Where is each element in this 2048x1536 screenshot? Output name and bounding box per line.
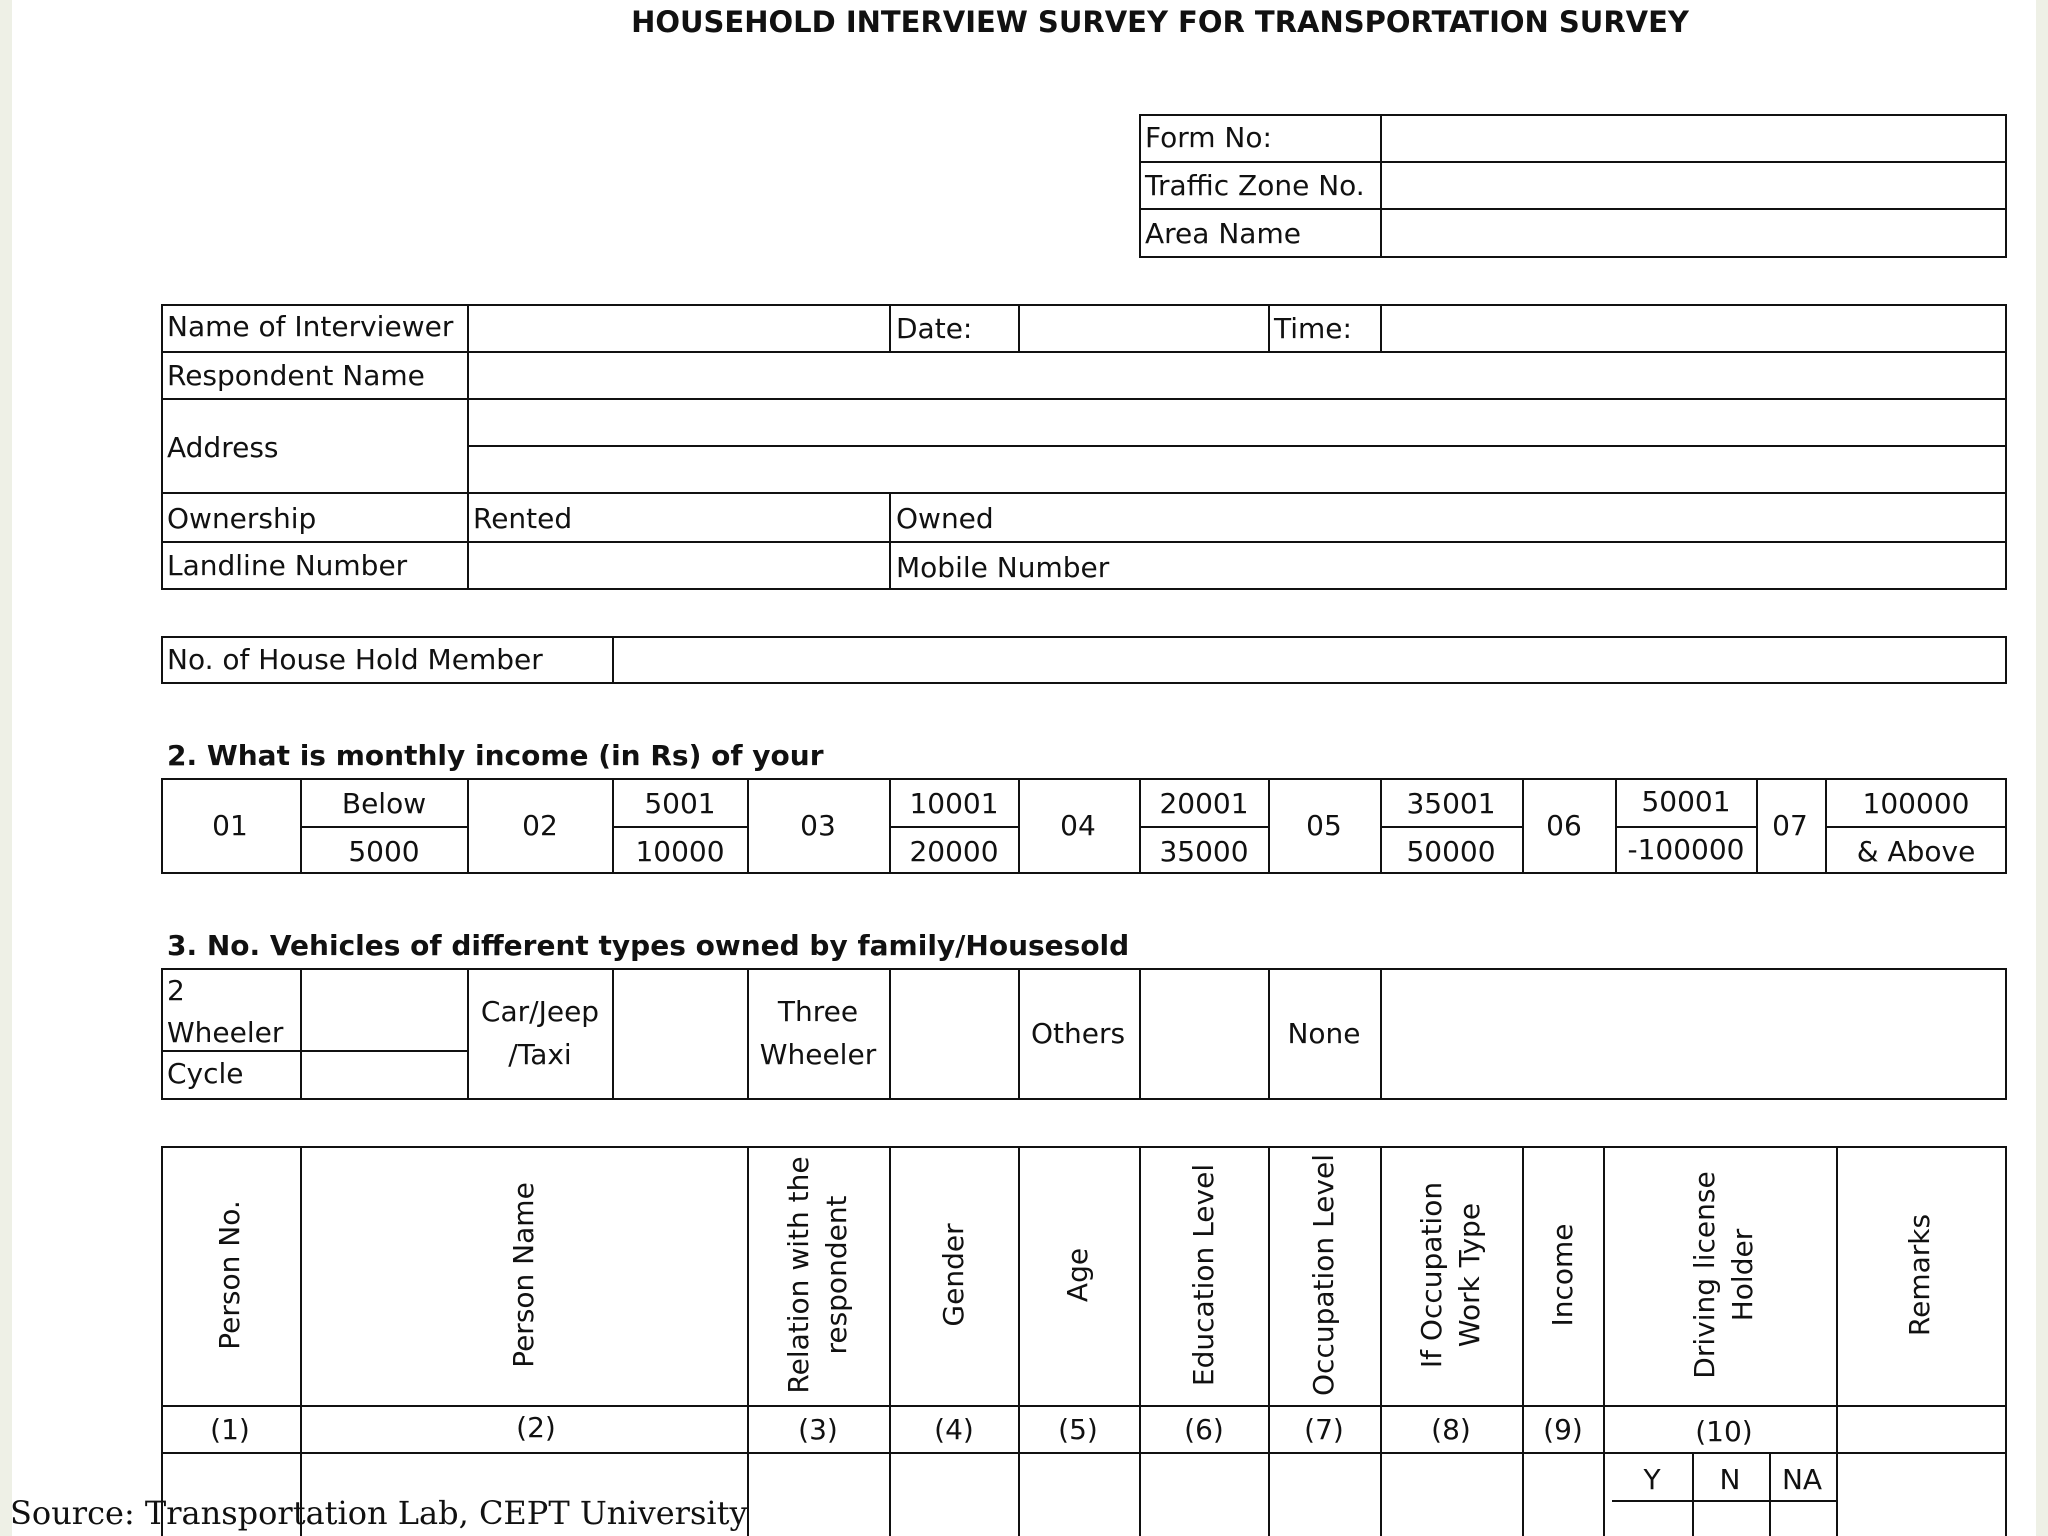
landline-label: Landline Number [167,549,408,582]
column-number: (10) [1695,1415,1753,1448]
income-code-07: 07 [1772,809,1808,842]
income-range-top: 100000 [1862,787,1970,820]
column-number: (3) [798,1413,838,1446]
none-field[interactable] [1382,970,2005,1098]
three-wheeler-label: Three [777,995,859,1028]
cycle-count-field[interactable] [302,1052,466,1098]
income-code-05: 05 [1306,809,1342,842]
traffic-zone-field[interactable] [1382,163,2005,207]
column-number: (4) [934,1413,974,1446]
two-wheeler-label: 2 [167,974,185,1007]
address-label: Address [167,431,279,464]
car-jeep-taxi-label: /Taxi [508,1038,572,1071]
income-range-top: 50001 [1641,785,1731,818]
income-range-bottom: 5000 [348,835,420,868]
landline-field[interactable] [469,543,887,588]
column-number: (2) [516,1411,556,1444]
source-caption: Source: Transportation Lab, CEPT University [10,1494,748,1532]
header-person-no: Person No. [213,1200,246,1350]
income-code-03: 03 [800,809,836,842]
column-number: (7) [1304,1413,1344,1446]
income-range-bottom: 50000 [1406,835,1496,868]
column-number: (1) [210,1413,250,1446]
ownership-label: Ownership [167,502,317,535]
income-range-bottom: 35000 [1159,835,1249,868]
income-range-bottom: -100000 [1627,833,1745,866]
vehicles-question: 3. No. Vehicles of different types owned by family/Housesold [167,929,1130,962]
traffic-zone-label: Traffic Zone No. [1145,169,1365,202]
form-title: HOUSEHOLD INTERVIEW SURVEY FOR TRANSPORTATION SURVEY [631,5,1689,39]
header-occupation-level: Occupation Level [1307,1154,1340,1396]
income-range-top: 20001 [1159,787,1249,820]
time-field[interactable] [1382,306,2005,350]
column-number: (8) [1431,1413,1471,1446]
income-code-01: 01 [212,809,248,842]
header-education-level: Education Level [1187,1163,1220,1387]
none-label: None [1287,1017,1361,1050]
two-wheeler-label: Wheeler [167,1016,284,1049]
income-code-04: 04 [1060,809,1096,842]
income-range-bottom: 20000 [909,835,999,868]
income-range-top: Below [341,787,427,820]
header-driving-license: Driving license Holder [1688,1171,1759,1379]
header-income: Income [1546,1223,1579,1327]
interviewer-field[interactable] [469,306,887,350]
car-count-field[interactable] [614,970,746,1098]
license-yes-option[interactable]: Y [1643,1463,1661,1496]
date-field[interactable] [1020,306,1266,350]
header-relation: Relation with the respondent [782,1156,853,1394]
income-range-bottom: & Above [1856,835,1976,868]
household-members-label: No. of House Hold Member [167,643,543,676]
mobile-label: Mobile Number [896,551,1110,584]
two-wheeler-count-field[interactable] [302,970,466,1049]
car-jeep-taxi-label: Car/Jeep [480,995,600,1028]
respondent-field[interactable] [469,353,2005,397]
time-label: Time: [1274,312,1352,345]
household-members-field[interactable] [614,638,2005,682]
interviewer-label: Name of Interviewer [167,310,454,343]
three-wheeler-count-field[interactable] [891,970,1017,1098]
income-range-bottom: 10000 [635,835,725,868]
income-code-06: 06 [1546,809,1582,842]
income-range-top: 5001 [644,787,716,820]
column-number: (9) [1543,1413,1583,1446]
header-work-type: If Occupation Work Type [1415,1181,1486,1369]
survey-form-sheet [12,0,2036,1536]
form-no-label: Form No: [1145,121,1272,154]
owned-option[interactable]: Owned [896,502,994,535]
header-remarks: Remarks [1903,1213,1936,1337]
cycle-label: Cycle [167,1057,244,1090]
rented-option[interactable]: Rented [473,502,573,535]
three-wheeler-label: Wheeler [759,1038,877,1071]
area-name-label: Area Name [1145,217,1301,250]
others-label: Others [1030,1017,1126,1050]
license-na-option[interactable]: NA [1781,1463,1823,1496]
income-range-top: 10001 [909,787,999,820]
column-number: (6) [1184,1413,1224,1446]
date-label: Date: [896,312,973,345]
income-question: 2. What is monthly income (in Rs) of your [167,739,824,772]
respondent-label: Respondent Name [167,359,425,392]
header-person-name: Person Name [507,1182,540,1368]
header-gender: Gender [937,1223,970,1327]
income-range-top: 35001 [1406,787,1496,820]
license-no-option[interactable]: N [1719,1463,1741,1496]
header-age: Age [1061,1247,1094,1303]
address-field[interactable] [469,400,2005,490]
others-count-field[interactable] [1141,970,1267,1098]
form-no-field[interactable] [1382,116,2005,160]
area-name-field[interactable] [1382,210,2005,256]
income-code-02: 02 [522,809,558,842]
column-number: (5) [1058,1413,1098,1446]
